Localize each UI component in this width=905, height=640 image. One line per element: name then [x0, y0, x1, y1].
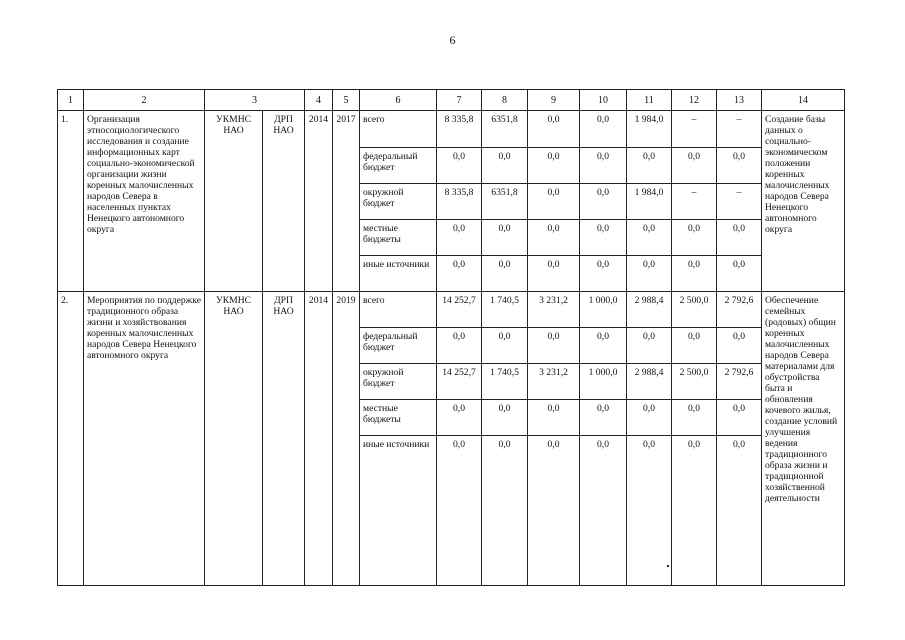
funding-source-label: окружной бюджет: [360, 364, 437, 400]
funding-value: 0,0: [580, 328, 627, 364]
header-cell: 5: [333, 90, 360, 111]
header-cell: 9: [528, 90, 580, 111]
funding-value: 0,0: [672, 256, 717, 292]
funding-value: 0,0: [482, 220, 528, 256]
funding-value: 6351,8: [482, 184, 528, 220]
funding-source-label: местные бюджеты: [360, 400, 437, 436]
funding-value: –: [672, 111, 717, 148]
funding-value: 1 984,0: [627, 184, 672, 220]
header-cell: 13: [717, 90, 762, 111]
year-start: 2014: [305, 111, 333, 292]
funding-value: 8 335,8: [437, 111, 482, 148]
header-row: [58, 90, 845, 111]
funding-value: 0,0: [437, 148, 482, 184]
executor-co: ДРП НАО: [263, 292, 305, 586]
funding-source-label: федеральный бюджет: [360, 148, 437, 184]
year-start: 2014: [305, 292, 333, 586]
item-name: Организация этносоциологического исследования и создание информационных карт социально-экономической организации жизни коренных малочисленных народов Севера в населенных пунктах Ненецкого автономного округа: [84, 111, 205, 292]
funding-value: 0,0: [528, 184, 580, 220]
funding-value: 0,0: [482, 400, 528, 436]
funding-source-label: иные источники: [360, 256, 437, 292]
header-cell: 7: [437, 90, 482, 111]
funding-value: 0,0: [627, 256, 672, 292]
funding-value: 0,0: [482, 328, 528, 364]
header-cell: 11: [627, 90, 672, 111]
funding-value: 0,0: [528, 328, 580, 364]
funding-source-label: федеральный бюджет: [360, 328, 437, 364]
funding-value: 0,0: [717, 328, 762, 364]
funding-value: 0,0: [437, 328, 482, 364]
funding-value: 0,0: [528, 111, 580, 148]
funding-value: 0,0: [580, 184, 627, 220]
funding-value: 0,0: [627, 400, 672, 436]
source-row: [58, 292, 845, 328]
funding-value: 14 252,7: [437, 292, 482, 328]
funding-value: –: [717, 111, 762, 148]
funding-value: 6351,8: [482, 111, 528, 148]
funding-value: 0,0: [528, 400, 580, 436]
stray-mark: [667, 565, 669, 567]
funding-source-label: всего: [360, 292, 437, 328]
funding-source-label: окружной бюджет: [360, 184, 437, 220]
funding-value: 0,0: [717, 256, 762, 292]
funding-value: 3 231,2: [528, 364, 580, 400]
funding-value: 0,0: [580, 256, 627, 292]
funding-value: 0,0: [437, 400, 482, 436]
funding-value: 0,0: [482, 256, 528, 292]
funding-value: 14 252,7: [437, 364, 482, 400]
source-row: [58, 111, 845, 148]
funding-source-label: всего: [360, 111, 437, 148]
executor-co: ДРП НАО: [263, 111, 305, 292]
funding-value: 0,0: [482, 436, 528, 586]
funding-value: 0,0: [672, 400, 717, 436]
funding-source-label: иные источники: [360, 436, 437, 586]
header-cell: 2: [84, 90, 205, 111]
funding-value: 0,0: [437, 436, 482, 586]
funding-value: 8 335,8: [437, 184, 482, 220]
funding-value: 1 740,5: [482, 292, 528, 328]
funding-value: 0,0: [627, 148, 672, 184]
header-cell: 10: [580, 90, 627, 111]
funding-value: 0,0: [528, 436, 580, 586]
funding-value: 0,0: [627, 436, 672, 586]
executor-main: УКМНС НАО: [205, 111, 263, 292]
funding-value: 0,0: [528, 256, 580, 292]
funding-value: 0,0: [437, 220, 482, 256]
funding-value: 2 988,4: [627, 364, 672, 400]
funding-value: 0,0: [627, 328, 672, 364]
funding-value: 2 500,0: [672, 292, 717, 328]
item-number: 1.: [58, 111, 84, 292]
funding-value: 1 000,0: [580, 364, 627, 400]
funding-value: 0,0: [528, 220, 580, 256]
funding-value: 0,0: [672, 436, 717, 586]
funding-value: –: [717, 184, 762, 220]
funding-value: 0,0: [672, 220, 717, 256]
funding-source-label: местные бюджеты: [360, 220, 437, 256]
funding-value: 0,0: [717, 436, 762, 586]
funding-value: 2 500,0: [672, 364, 717, 400]
expected-result: Обеспечение семейных (родовых) общин коренных малочисленных народов Севера материалами для обустройства быта и обновления кочевого жилья, создание условий улучшения ведения традиционного образа жизни и традиционной хозяйственной деятельности: [762, 292, 845, 586]
funding-value: 0,0: [437, 256, 482, 292]
item-number: 2.: [58, 292, 84, 586]
funding-value: 1 740,5: [482, 364, 528, 400]
table-body: [58, 90, 845, 586]
funding-value: 2 792,6: [717, 292, 762, 328]
funding-value: 0,0: [717, 400, 762, 436]
header-cell: 12: [672, 90, 717, 111]
program-table: [57, 89, 845, 586]
funding-value: 0,0: [672, 148, 717, 184]
funding-value: 3 231,2: [528, 292, 580, 328]
header-cell: 3: [205, 90, 305, 111]
funding-value: 0,0: [717, 148, 762, 184]
funding-value: 1 984,0: [627, 111, 672, 148]
funding-value: 0,0: [580, 436, 627, 586]
header-cell: 4: [305, 90, 333, 111]
funding-value: 0,0: [580, 111, 627, 148]
expected-result: Создание базы данных о социально-экономическом положении коренных малочисленных народов Севера Ненецкого автономного округа: [762, 111, 845, 292]
funding-value: 0,0: [717, 220, 762, 256]
funding-value: 0,0: [580, 148, 627, 184]
header-cell: 8: [482, 90, 528, 111]
header-cell: 14: [762, 90, 845, 111]
funding-value: –: [672, 184, 717, 220]
funding-value: 1 000,0: [580, 292, 627, 328]
item-name: Мероприятия по поддержке традиционного образа жизни и хозяйствования коренных малочисленных народов Севера Ненецкого автономного округа: [84, 292, 205, 586]
executor-main: УКМНС НАО: [205, 292, 263, 586]
page-number: 6: [449, 33, 456, 47]
funding-value: 0,0: [528, 148, 580, 184]
header-cell: 1: [58, 90, 84, 111]
header-cell: 6: [360, 90, 437, 111]
funding-value: 2 988,4: [627, 292, 672, 328]
funding-value: 0,0: [580, 220, 627, 256]
funding-value: 0,0: [627, 220, 672, 256]
funding-value: 0,0: [580, 400, 627, 436]
year-end: 2017: [333, 111, 360, 292]
funding-value: 2 792,6: [717, 364, 762, 400]
funding-value: 0,0: [672, 328, 717, 364]
funding-value: 0,0: [482, 148, 528, 184]
year-end: 2019: [333, 292, 360, 586]
